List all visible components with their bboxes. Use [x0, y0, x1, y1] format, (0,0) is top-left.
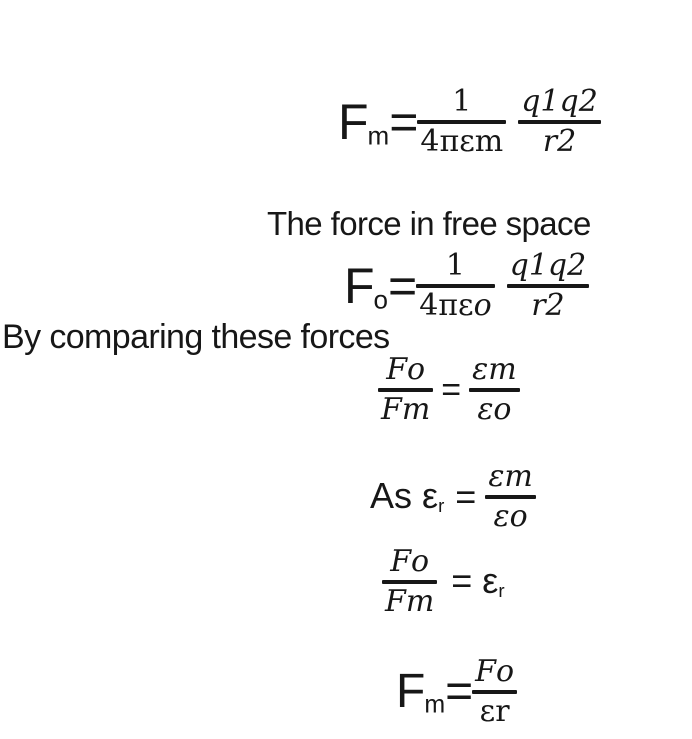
fraction-forces	[378, 354, 433, 427]
numerator: Fo	[475, 654, 515, 689]
as-epsilon-label: As ε	[370, 475, 439, 517]
numerator: q1q2	[509, 248, 587, 283]
numerator: εm	[488, 459, 533, 494]
equation-ratio-equals-er	[382, 546, 505, 619]
fraction-forces	[382, 546, 437, 619]
caption-comparing-forces: By comparing these forces	[2, 318, 390, 356]
fraction-charges	[507, 250, 590, 323]
equals-sign: =	[445, 664, 473, 718]
caption-free-space: The force in free space	[267, 205, 591, 242]
denominator: εo	[477, 392, 512, 428]
denominator: εr	[479, 694, 510, 730]
numerator: εm	[472, 352, 517, 387]
numerator: 1	[445, 248, 465, 283]
equation-relative-permittivity-def	[370, 461, 536, 534]
denominator: Fm	[381, 392, 431, 428]
denominator: r2	[542, 124, 577, 160]
fraction-coulomb-constant	[417, 86, 506, 159]
symbol-F: F	[338, 93, 368, 150]
equals-sign: =	[388, 257, 417, 314]
equation-fm	[338, 86, 601, 159]
equals-sign: =	[441, 370, 462, 409]
fraction-permittivities	[469, 354, 520, 427]
equation-fo	[344, 250, 589, 323]
symbol-F: F	[396, 664, 425, 718]
denominator: Fm	[385, 584, 435, 620]
denominator: 4πεm	[420, 124, 504, 160]
denominator-4pi-epsilon: 4πε	[419, 288, 474, 324]
subscript-m: m	[367, 120, 390, 151]
numerator: q1q2	[521, 84, 598, 119]
numerator: 1	[452, 84, 472, 119]
denominator	[416, 290, 494, 322]
equals-epsilon: = ε	[451, 560, 499, 602]
fraction-fo-over-er	[472, 656, 517, 729]
equation-suffix	[451, 560, 505, 602]
equation-fm-final	[396, 656, 517, 729]
subscript-r: r	[438, 495, 445, 517]
equation-lhs	[338, 93, 418, 151]
equation-lhs	[344, 257, 417, 315]
numerator: Fo	[386, 352, 426, 387]
equals-sign: =	[455, 476, 477, 518]
fraction-charges	[518, 86, 601, 159]
equals-sign: =	[389, 93, 418, 150]
denominator: εo	[493, 499, 528, 535]
subscript-r: r	[498, 580, 505, 602]
symbol-F: F	[344, 257, 374, 314]
equation-force-ratio	[378, 354, 520, 427]
denominator: r2	[531, 288, 565, 324]
subscript-m: m	[424, 690, 446, 719]
equation-lhs	[396, 664, 473, 719]
subscript-o: o	[373, 284, 389, 315]
denominator-o: o	[473, 288, 492, 324]
numerator: Fo	[390, 544, 430, 579]
fraction-coulomb-constant	[416, 250, 494, 323]
fraction-permittivities	[485, 461, 536, 534]
equation-prefix	[370, 475, 445, 517]
